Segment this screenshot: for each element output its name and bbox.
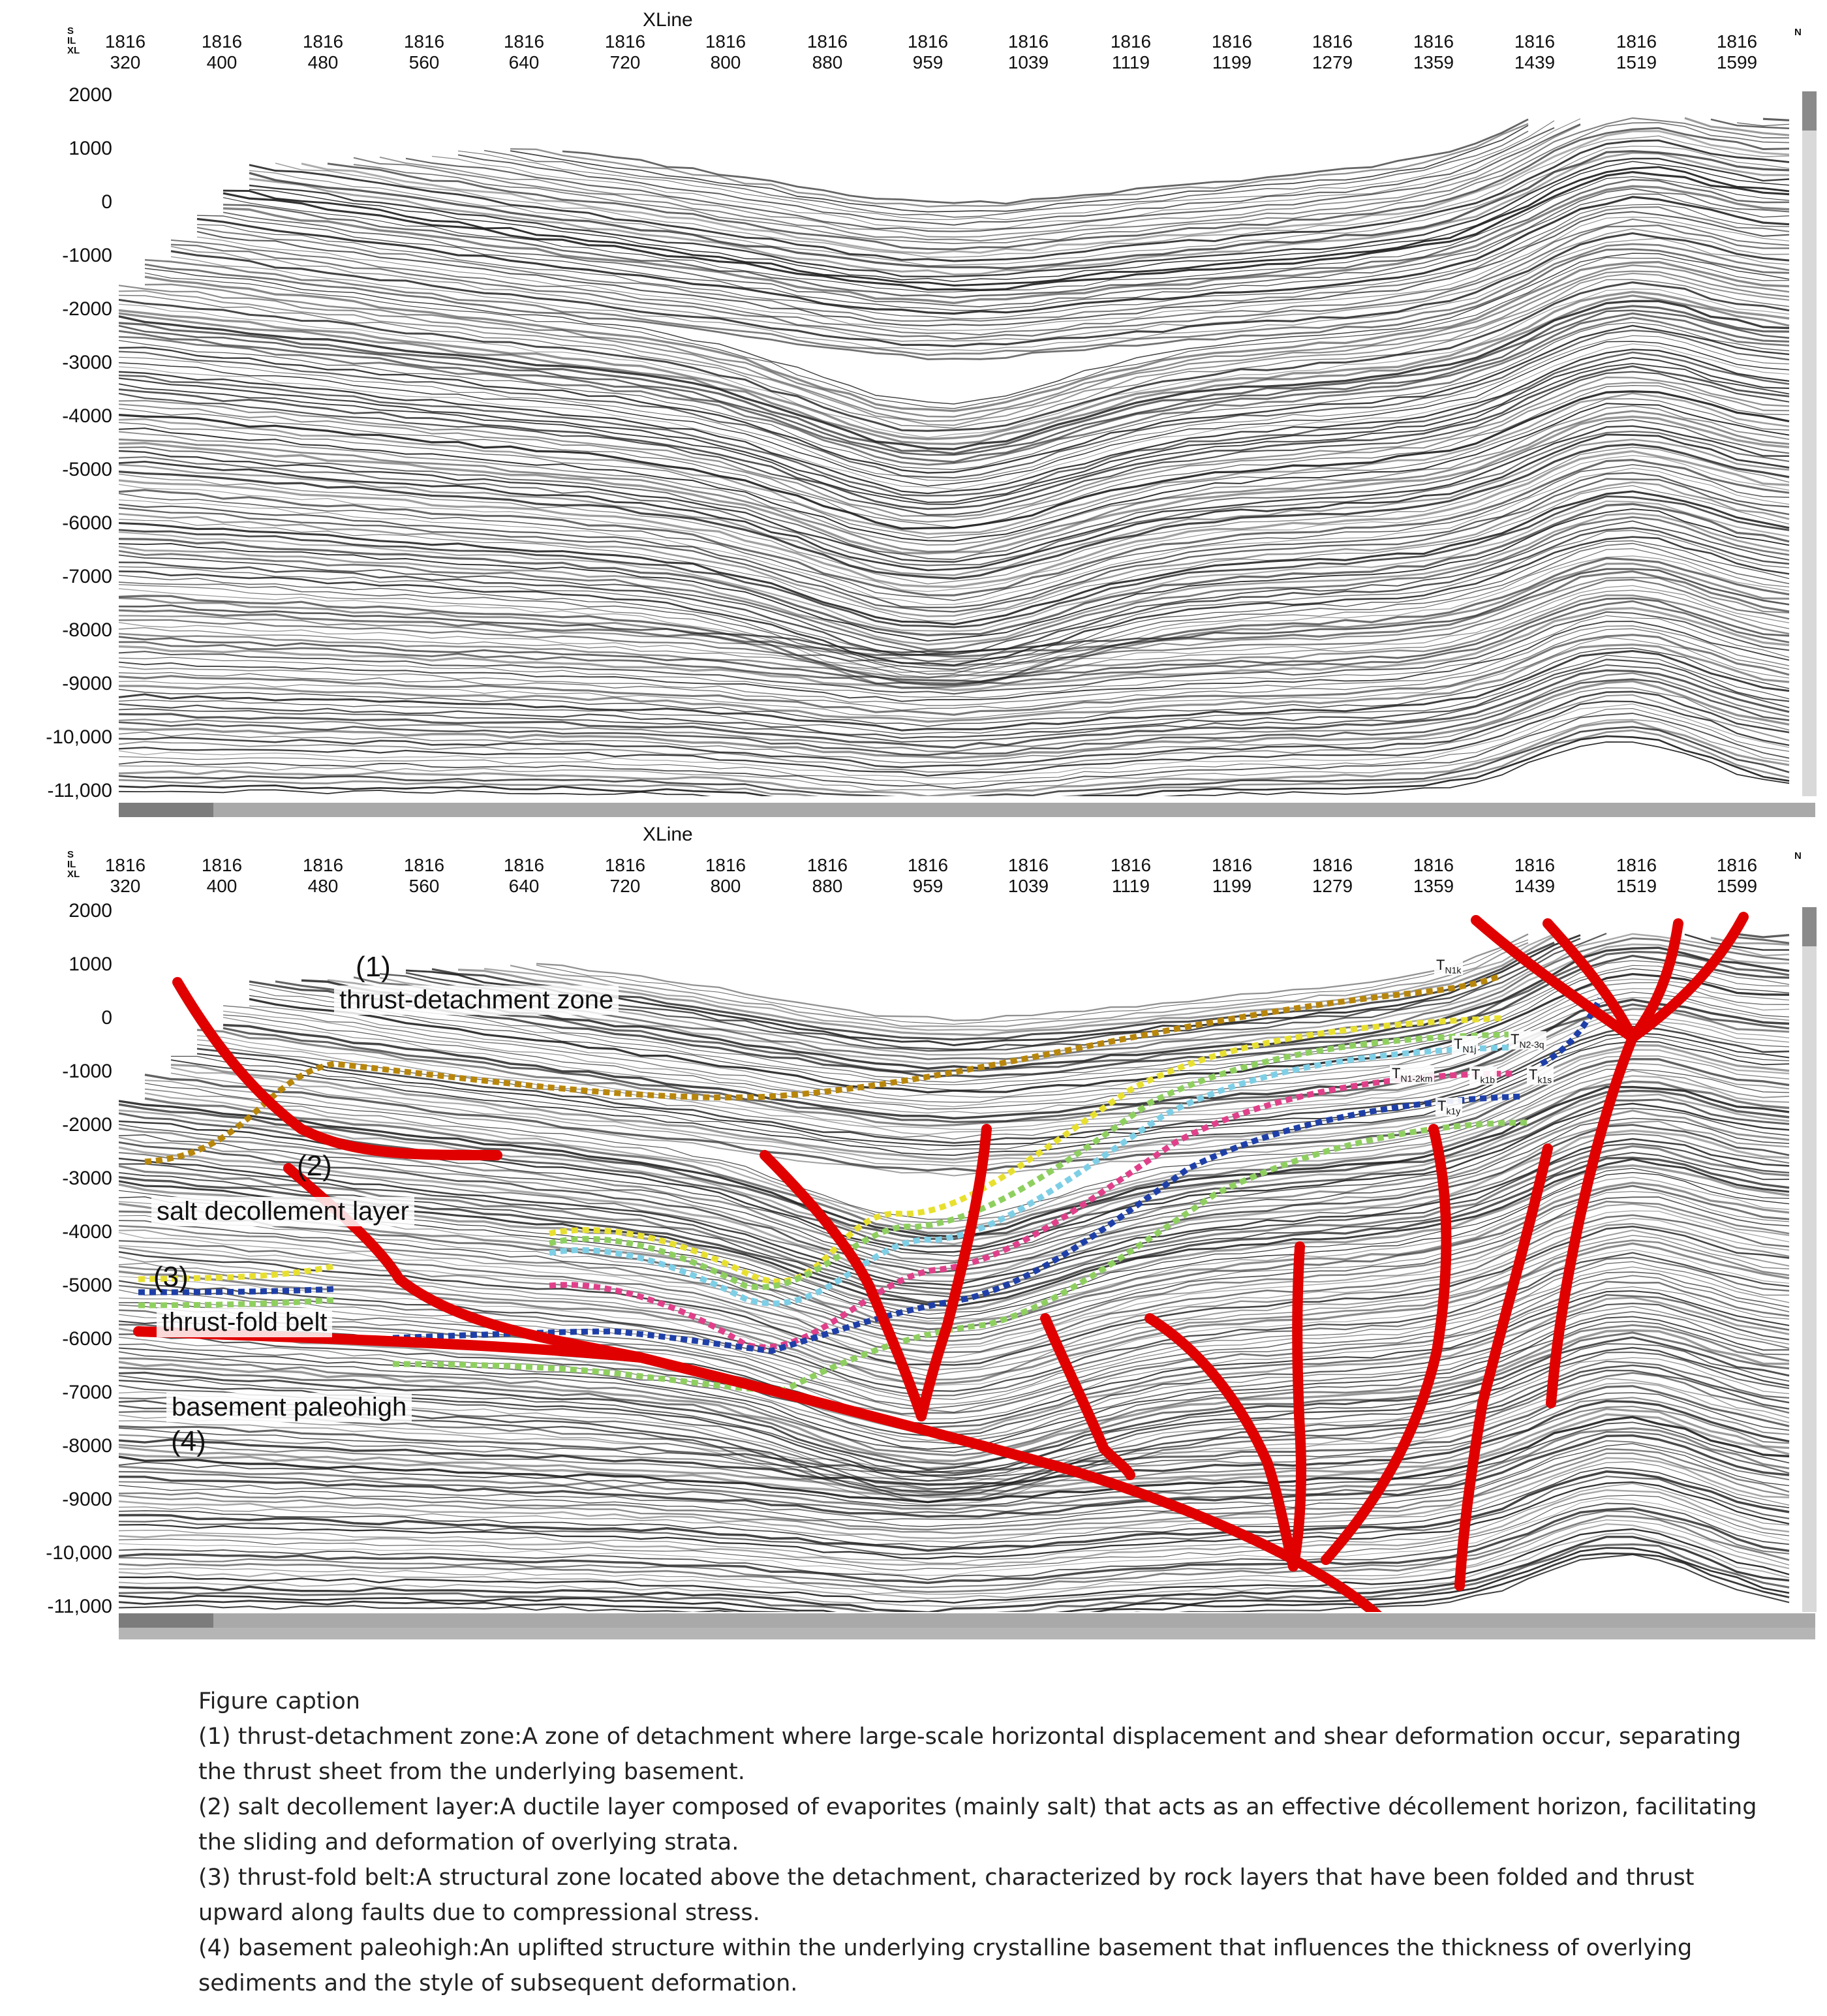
x-tick-il: 1816 xyxy=(1007,31,1049,52)
x-tick-xl: 959 xyxy=(912,876,944,896)
seismic-reflector xyxy=(510,943,1528,1027)
x-tick-il: 1816 xyxy=(403,31,445,52)
x-tick-xl: 1279 xyxy=(1312,52,1353,72)
x-tick-label xyxy=(1095,855,1167,897)
y-tick-label: -6000 xyxy=(62,1328,112,1350)
y-tick-label: -10,000 xyxy=(46,1542,112,1564)
x-tick-il: 1816 xyxy=(907,31,949,52)
vertical-scrollbar[interactable] xyxy=(1802,91,1817,796)
x-tick-il: 1816 xyxy=(1211,855,1253,875)
x-tick-il: 1816 xyxy=(201,31,243,52)
x-tick-label xyxy=(388,31,460,73)
y-tick-label: -5000 xyxy=(62,459,112,480)
x-tick-xl: 1519 xyxy=(1616,52,1657,72)
zone3-number: (3) xyxy=(153,1261,189,1293)
seismic-reflector xyxy=(119,1253,1789,1391)
x-tick-il: 1816 xyxy=(604,31,646,52)
x-tick-xl: 640 xyxy=(508,876,540,896)
x-tick-label xyxy=(589,855,661,897)
x-tick-label xyxy=(1701,855,1773,897)
y-tick-label: -10,000 xyxy=(46,726,112,748)
y-tick-label: -4000 xyxy=(62,1221,112,1243)
xline-axis-title: XLine xyxy=(643,9,693,31)
caption-item-2-text: A ductile layer composed of evaporites (mainly salt) that acts as an effective décollement horizon, facilitating the sliding and deformation of overlying strata. xyxy=(198,1794,1757,1855)
x-tick-label xyxy=(186,31,258,73)
x-tick-label xyxy=(1398,855,1469,897)
x-tick-il: 1816 xyxy=(403,855,445,875)
y-tick-label: -7000 xyxy=(62,1382,112,1403)
zone2-label: salt decollement layer xyxy=(151,1197,414,1226)
x-tick-xl: 1439 xyxy=(1514,52,1556,72)
y-tick-label: 2000 xyxy=(69,84,112,106)
x-tick-xl: 400 xyxy=(206,876,238,896)
seismic-reflector xyxy=(119,655,1789,734)
corner-xl: XL xyxy=(67,45,80,56)
x-tick-il: 1816 xyxy=(1514,855,1556,875)
y-tick-label: 1000 xyxy=(69,138,112,159)
x-tick-xl: 880 xyxy=(812,876,843,896)
horizontal-scrollbar[interactable] xyxy=(119,1613,1815,1628)
x-tick-label xyxy=(1701,31,1773,73)
y-tick-label: -3000 xyxy=(62,352,112,373)
caption-item-4-lead: (4) basement paleohigh xyxy=(198,1935,472,1961)
x-tick-xl: 1279 xyxy=(1312,876,1353,896)
corner-xl: XL xyxy=(67,869,80,880)
x-tick-xl: 880 xyxy=(812,52,843,72)
x-tick-label xyxy=(1297,855,1368,897)
zone1-label: thrust-detachment zone xyxy=(334,985,619,1015)
horizontal-scrollbar-thumb[interactable] xyxy=(119,803,213,817)
x-tick-xl: 480 xyxy=(307,876,339,896)
corner-il: IL xyxy=(67,859,76,870)
y-tick-label: -8000 xyxy=(62,619,112,641)
x-tick-il: 1816 xyxy=(1616,855,1657,875)
y-tick-label: 1000 xyxy=(69,954,112,975)
x-tick-label xyxy=(89,31,161,73)
x-tick-il: 1816 xyxy=(104,855,146,875)
x-tick-il: 1816 xyxy=(806,855,848,875)
x-tick-il: 1816 xyxy=(1211,31,1253,52)
y-tick-label: 2000 xyxy=(69,900,112,922)
zone3-label: thrust-fold belt xyxy=(157,1308,332,1337)
x-tick-il: 1816 xyxy=(104,31,146,52)
x-tick-il: 1816 xyxy=(907,855,949,875)
zone4-label: basement paleohigh xyxy=(166,1393,412,1422)
x-tick-label xyxy=(89,855,161,897)
xline-axis-title: XLine xyxy=(643,824,693,845)
x-tick-xl: 720 xyxy=(609,52,641,72)
seismic-reflector xyxy=(119,736,1789,796)
seismic-reflector xyxy=(354,118,1789,241)
x-tick-label xyxy=(1499,31,1571,73)
x-tick-label xyxy=(690,31,761,73)
horizon-label-k1y: $T_{k1y}$ xyxy=(1436,1098,1462,1116)
seismic-reflector xyxy=(119,386,1789,527)
corner-n: N xyxy=(1794,27,1802,38)
y-tick-label: -11,000 xyxy=(47,1596,112,1617)
x-tick-xl: 1119 xyxy=(1111,876,1150,896)
corner-axis-keys xyxy=(67,26,80,55)
x-tick-xl: 1599 xyxy=(1716,876,1758,896)
x-tick-label xyxy=(892,31,964,73)
x-tick-label xyxy=(791,855,863,897)
caption-item-2: (2) salt decollement layer:A ductile layer composed of evaporites (mainly salt) that acts as an effective décollement horizon, facilitating the sliding and deformation of overlying strata. xyxy=(198,1794,1757,1855)
x-tick-xl: 560 xyxy=(408,876,440,896)
x-tick-xl: 1119 xyxy=(1111,52,1150,72)
x-tick-label xyxy=(1601,855,1672,897)
x-tick-label xyxy=(1196,855,1268,897)
caption-item-1: (1) thrust-detachment zone:A zone of detachment where large-scale horizontal displacement and shear deformation occur, separating the thrust sheet from the underlying basement. xyxy=(198,1724,1742,1785)
x-tick-label xyxy=(488,31,560,73)
x-tick-xl: 1199 xyxy=(1212,876,1252,896)
x-tick-xl: 640 xyxy=(508,52,540,72)
x-tick-il: 1816 xyxy=(705,855,746,875)
x-tick-label xyxy=(488,855,560,897)
x-tick-il: 1816 xyxy=(1716,855,1758,875)
x-tick-label xyxy=(992,31,1064,73)
seismic-reflectors xyxy=(119,118,1789,796)
x-tick-label xyxy=(1297,31,1368,73)
x-tick-xl: 320 xyxy=(110,52,141,72)
vertical-scrollbar[interactable] xyxy=(1802,907,1817,1612)
corner-s: S xyxy=(67,25,74,37)
x-tick-label xyxy=(186,855,258,897)
y-tick-label: -1000 xyxy=(62,245,112,266)
x-tick-xl: 1359 xyxy=(1413,52,1454,72)
zone1-number: (1) xyxy=(356,951,391,983)
x-tick-il: 1816 xyxy=(1514,31,1556,52)
y-tick-label: -9000 xyxy=(62,1489,112,1510)
vertical-scrollbar-thumb[interactable] xyxy=(1802,907,1817,946)
x-tick-label xyxy=(1499,855,1571,897)
x-tick-il: 1816 xyxy=(1312,31,1353,52)
x-tick-xl: 959 xyxy=(912,52,944,72)
seismic-reflector xyxy=(1737,934,1789,937)
x-tick-il: 1816 xyxy=(503,31,545,52)
zone2-number: (2) xyxy=(297,1150,332,1182)
x-tick-il: 1816 xyxy=(1007,855,1049,875)
y-tick-label: -8000 xyxy=(62,1435,112,1457)
x-tick-il: 1816 xyxy=(1616,31,1657,52)
corner-axis-keys xyxy=(67,850,80,879)
y-tick-label: -11,000 xyxy=(47,780,112,801)
x-tick-xl: 1439 xyxy=(1514,876,1556,896)
x-tick-label xyxy=(1095,31,1167,73)
y-tick-label: -9000 xyxy=(62,673,112,694)
y-tick-label: -7000 xyxy=(62,566,112,587)
x-tick-label xyxy=(992,855,1064,897)
caption-item-3-text: A structural zone located above the detachment, characterized by rock layers that have been folded and thrust upward along faults due to compressional stress. xyxy=(198,1865,1695,1926)
x-tick-xl: 560 xyxy=(408,52,440,72)
x-tick-il: 1816 xyxy=(1312,855,1353,875)
x-tick-il: 1816 xyxy=(705,31,746,52)
x-tick-label xyxy=(1601,31,1672,73)
y-tick-label: -3000 xyxy=(62,1168,112,1189)
x-tick-il: 1816 xyxy=(1413,855,1454,875)
x-tick-label xyxy=(892,855,964,897)
y-tick-label: -2000 xyxy=(62,298,112,320)
x-tick-il: 1816 xyxy=(503,855,545,875)
x-tick-il: 1816 xyxy=(201,855,243,875)
x-tick-label xyxy=(690,855,761,897)
caption-item-2-lead: (2) salt decollement layer xyxy=(198,1794,493,1820)
caption-item-3: (3) thrust-fold belt:A structural zone located above the detachment, characterized by rock layers that have been folded and thrust upward along faults due to compressional stress. xyxy=(198,1865,1695,1926)
horizontal-scrollbar[interactable] xyxy=(119,803,1815,817)
x-tick-label xyxy=(1398,31,1469,73)
seismic-reflector xyxy=(1763,119,1789,120)
x-tick-il: 1816 xyxy=(302,31,344,52)
horizon-label-n1j: $T_{N1j}$ xyxy=(1452,1036,1478,1054)
x-tick-il: 1816 xyxy=(1413,31,1454,52)
vertical-scrollbar-thumb[interactable] xyxy=(1802,91,1817,131)
y-tick-label: -6000 xyxy=(62,512,112,534)
y-tick-label: 0 xyxy=(101,1007,112,1029)
horizontal-scrollbar-thumb[interactable] xyxy=(119,1613,213,1628)
x-tick-xl: 1199 xyxy=(1212,52,1252,72)
caption-heading: Figure caption xyxy=(198,1688,360,1714)
horizontal-scrollbar-track xyxy=(119,1628,1815,1639)
caption-item-3-lead: (3) thrust-fold belt xyxy=(198,1865,408,1891)
horizon-label-n2-3q: $T_{N2-3q}$ xyxy=(1509,1031,1546,1049)
x-tick-xl: 1519 xyxy=(1616,876,1657,896)
corner-il: IL xyxy=(67,35,76,46)
x-tick-xl: 1359 xyxy=(1413,876,1454,896)
seismic-reflector xyxy=(458,936,1554,1035)
seismic-reflector xyxy=(119,1524,1789,1598)
seismic-section xyxy=(119,91,1802,796)
seismic-panel-interpreted xyxy=(0,824,1827,1652)
x-tick-xl: 800 xyxy=(710,876,741,896)
x-tick-label xyxy=(791,31,863,73)
corner-s: S xyxy=(67,849,74,860)
x-tick-xl: 400 xyxy=(206,52,238,72)
x-tick-xl: 320 xyxy=(110,876,141,896)
x-tick-il: 1816 xyxy=(604,855,646,875)
horizon-label-n1-2km: $T_{N1-2km}$ xyxy=(1390,1065,1434,1083)
x-tick-label xyxy=(589,31,661,73)
x-tick-il: 1816 xyxy=(806,31,848,52)
x-tick-label xyxy=(287,31,359,73)
corner-n: N xyxy=(1794,850,1802,861)
x-tick-xl: 720 xyxy=(609,876,641,896)
x-tick-xl: 1039 xyxy=(1007,876,1049,896)
x-tick-xl: 480 xyxy=(307,52,339,72)
horizon-label-k1b: $T_{k1b}$ xyxy=(1469,1066,1497,1085)
horizon-left-green xyxy=(138,1300,334,1305)
y-tick-label: -1000 xyxy=(62,1061,112,1082)
fault-splay-e xyxy=(1293,1247,1301,1566)
y-tick-label: -5000 xyxy=(62,1275,112,1296)
x-tick-xl: 800 xyxy=(710,52,741,72)
x-tick-xl: 1039 xyxy=(1007,52,1049,72)
horizon-label-k1s: $T_{k1s}$ xyxy=(1527,1066,1554,1085)
caption-item-4-text: An uplifted structure within the underlying crystalline basement that influences the thickness of overlying sediments and the style of subsequent deformation. xyxy=(198,1935,1693,1996)
caption-item-4: (4) basement paleohigh:An uplifted structure within the underlying crystalline basement that influences the thickness of overlying sediments and the style of subsequent deformation. xyxy=(198,1935,1693,1996)
x-tick-il: 1816 xyxy=(302,855,344,875)
caption-item-1-lead: (1) thrust-detachment zone xyxy=(198,1724,515,1750)
horizon-label-n1k: $T_{N1k}$ xyxy=(1434,957,1463,975)
x-tick-label xyxy=(287,855,359,897)
seismic-panel-raw xyxy=(0,0,1827,829)
y-tick-label: -2000 xyxy=(62,1114,112,1136)
caption-item-1-text: A zone of detachment where large-scale horizontal displacement and shear deformation occur, separating the thrust sheet from the underlying basement. xyxy=(198,1724,1742,1785)
x-tick-il: 1816 xyxy=(1716,31,1758,52)
y-tick-label: 0 xyxy=(101,191,112,213)
x-tick-il: 1816 xyxy=(1110,855,1152,875)
y-tick-label: -4000 xyxy=(62,405,112,427)
x-tick-il: 1816 xyxy=(1110,31,1152,52)
figure-caption xyxy=(198,1684,1764,2001)
x-tick-label xyxy=(1196,31,1268,73)
zone4-number: (4) xyxy=(171,1425,206,1457)
x-tick-label xyxy=(388,855,460,897)
x-tick-xl: 1599 xyxy=(1716,52,1758,72)
